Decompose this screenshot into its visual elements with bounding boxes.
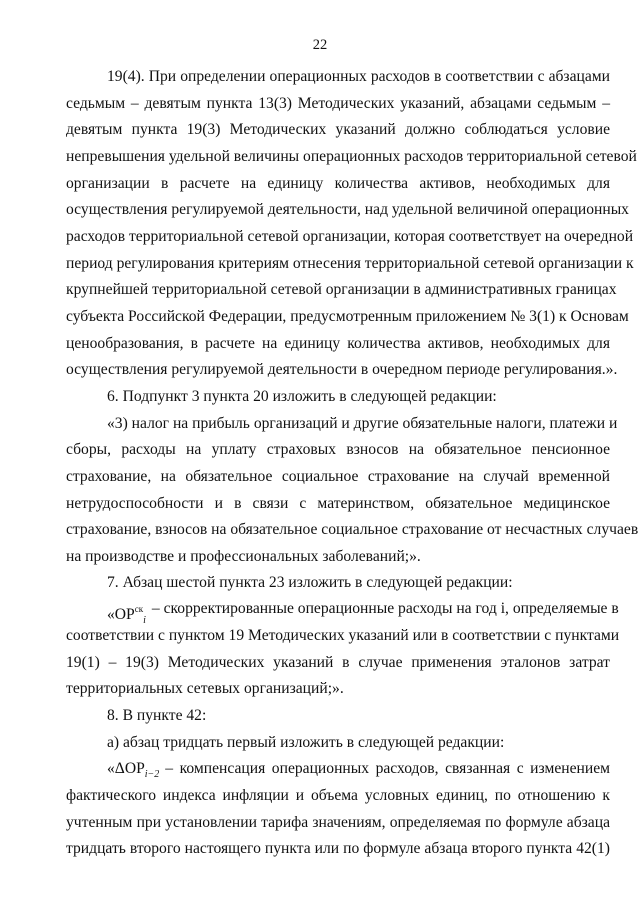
text-line: – скорректированные операционные расходы на год i, определяемые в	[151, 600, 619, 617]
text-line: страхование, взносов на обязательное социальное страхование от несчастных случаев	[66, 521, 639, 538]
text-line: территориальных сетевых организаций;».	[66, 680, 344, 697]
text-line: 19(4). При определении операционных расходов в соответствии с абзацами	[107, 68, 610, 85]
text-line: организации в расчете на единицу количества активов, необходимых для	[66, 175, 610, 192]
text-line: на производстве и профессиональных заболеваний;».	[66, 548, 421, 565]
text-line: нетрудоспособности и в связи с материнством, обязательное медицинское	[66, 495, 610, 512]
text-line: «3) налог на прибыль организаций и другие обязательные налоги, платежи и	[107, 415, 618, 432]
text-line: соответствии с пунктом 19 Методических указаний или в соответствии с пунктами	[66, 627, 620, 644]
text-line: фактического индекса инфляции и объема условных единиц, по отношению к	[66, 787, 610, 804]
text-line: период регулирования критериям отнесения территориальной сетевой организации к	[66, 255, 634, 272]
text-line: тридцать второго настоящего пункта или по формуле абзаца второго пункта 42(1)	[66, 840, 610, 857]
text-line: 6. Подпункт 3 пункта 20 изложить в следующей редакции:	[107, 388, 497, 405]
formula-op-sk: «$ОР^{ск}_i$	[107, 604, 146, 626]
text-line: субъекта Российской Федерации, предусмотренным приложением № 3(1) к Основам	[66, 308, 629, 325]
text-line: страхование, на обязательное социальное страхование на случай временной	[66, 468, 610, 485]
formula-delta-op: «$\Delta ОР_{i-2}$	[107, 760, 160, 780]
text-line: седьмым – девятым пункта 13(3) Методических указаний, абзацами седьмым –	[66, 95, 610, 112]
text-line: девятым пункта 19(3) Методических указаний должно соблюдаться условие	[66, 121, 610, 138]
text-line: а) абзац тридцать первый изложить в следующей редакции:	[107, 734, 505, 751]
text-line: непревышения удельной величины операционных расходов территориальной сетевой	[66, 148, 637, 165]
text-line: 7. Абзац шестой пункта 23 изложить в следующей редакции:	[107, 574, 513, 591]
text-line: осуществления регулируемой деятельности в очередном периоде регулирования.».	[66, 361, 618, 378]
text-line: осуществления регулируемой деятельности, над удельной величиной операционных	[66, 201, 629, 218]
text-line: учтенным при установлении тарифа значениям, определяемая по формуле абзаца	[66, 814, 610, 831]
formula-line	[107, 759, 610, 785]
text-line: крупнейшей территориальной сетевой организации в административных границах	[66, 281, 617, 298]
text-line: расходов территориальной сетевой организации, которая соответствует на очередной	[66, 228, 634, 245]
text-line: 8. В пункте 42:	[107, 707, 207, 724]
text-line: – компенсация операционных расходов, связанная с изменением	[165, 760, 610, 777]
page-number: 22	[312, 37, 328, 53]
text-line: сборы, расходы на уплату страховых взносов на обязательное пенсионное	[66, 441, 610, 458]
text-line: ценообразования, в расчете на единицу количества активов, необходимых для	[66, 335, 610, 352]
text-line: 19(1) – 19(3) Методических указаний в случае применения эталонов затрат	[66, 654, 610, 671]
